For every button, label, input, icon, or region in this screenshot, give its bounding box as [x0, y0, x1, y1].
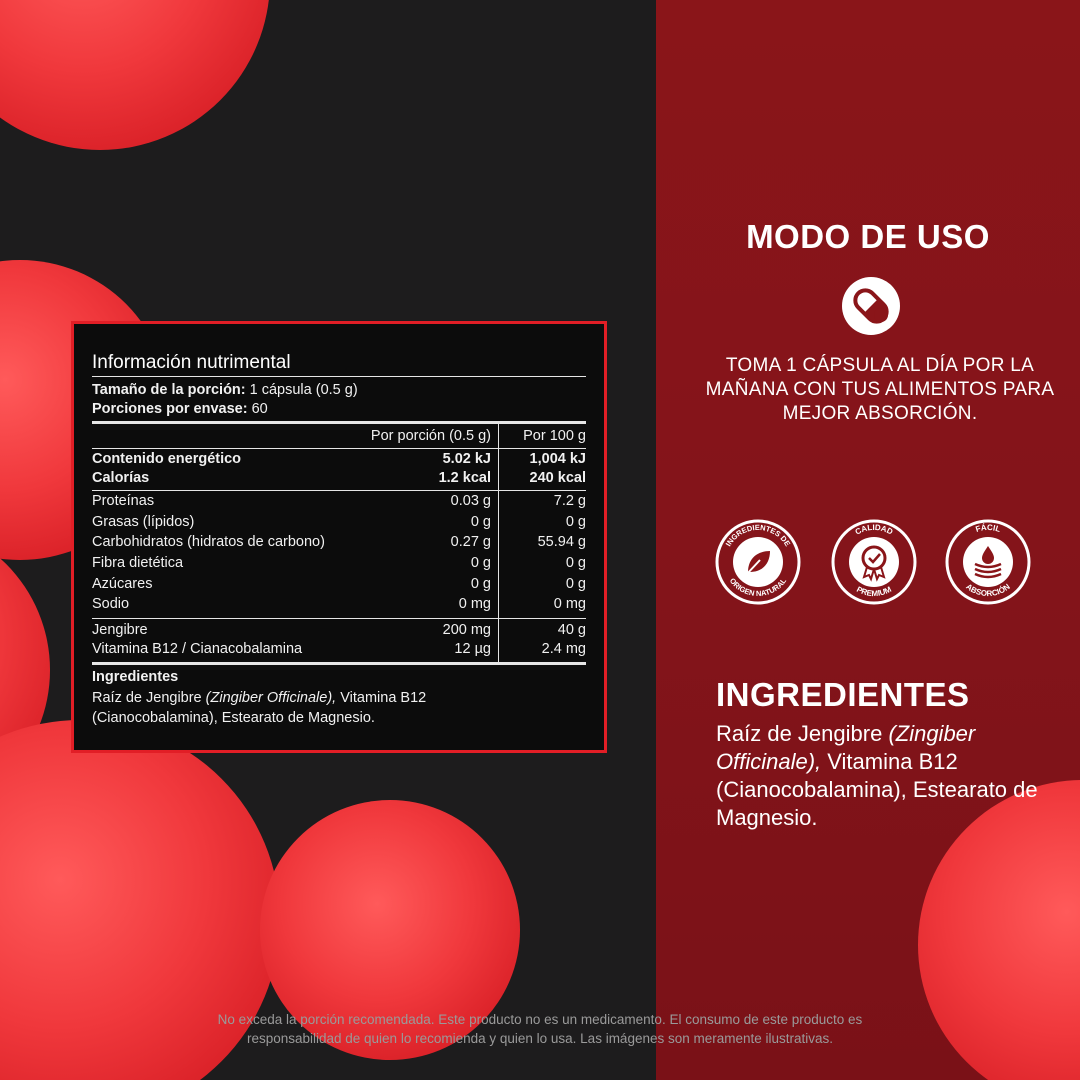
ingredients-scientific-name: (Zingiber Officinale), — [716, 721, 976, 774]
serving-size-label: Tamaño de la porción: — [92, 382, 246, 398]
nutrient-label: Grasas (lípidos) — [92, 514, 195, 530]
decorative-circle — [0, 0, 270, 150]
nutrition-facts-panel — [71, 321, 607, 753]
nutrient-per-serving: 12 µg — [454, 641, 491, 657]
nutrient-label: Jengibre — [92, 622, 148, 638]
disclaimer — [0, 1010, 1080, 1048]
nutrient-label: Fibra dietética — [92, 555, 184, 571]
nutrient-per-100g: 0 g — [565, 576, 586, 592]
nutrient-label: Contenido energético — [92, 451, 242, 467]
badge-easy-absorption — [944, 518, 1032, 606]
column-header-row — [92, 427, 586, 446]
pill-icon — [842, 277, 900, 335]
column-divider — [498, 421, 499, 662]
nutrient-per-serving: 0 g — [470, 514, 491, 530]
nutrient-per-100g: 55.94 g — [537, 534, 586, 550]
divider — [92, 448, 586, 449]
ingredients-text-part: (Cianocobalamina), Estearato de Magnesio. — [92, 710, 375, 726]
nutrient-row — [92, 595, 586, 614]
nutrient-per-serving: 0 mg — [458, 596, 491, 612]
modo-de-uso-title: MODO DE USO — [746, 218, 990, 255]
ingredients-label: Ingredientes — [92, 669, 179, 685]
nutrient-per-100g: 240 kcal — [529, 470, 586, 486]
nutrient-per-100g: 0 g — [565, 514, 586, 530]
nutrient-per-100g: 0 g — [565, 555, 586, 571]
nutrient-per-serving: 5.02 kJ — [442, 451, 491, 467]
nutrient-per-serving: 200 mg — [442, 622, 491, 638]
nutrient-per-serving: 0 g — [470, 576, 491, 592]
nutrient-label: Sodio — [92, 596, 130, 612]
nutrient-row — [92, 554, 586, 573]
divider — [92, 376, 586, 377]
nutrient-label: Carbohidratos (hidratos de carbono) — [92, 534, 325, 550]
modo-de-uso-text: TOMA 1 CÁPSULA AL DÍA POR LA MAÑANA CON TUS ALIMENTOS PARA MEJOR ABSORCIÓN. — [705, 355, 1055, 424]
col-per-serving: Por porción (0.5 g) — [370, 428, 491, 444]
nutrient-per-100g: 1,004 kJ — [529, 451, 586, 467]
divider — [92, 662, 586, 665]
nutrient-per-serving: 0.27 g — [450, 534, 491, 550]
nutrient-row — [92, 513, 586, 532]
badge-premium-quality — [830, 518, 918, 606]
nutrient-per-serving: 1.2 kcal — [438, 470, 491, 486]
badge-top-text: FÁCIL — [974, 522, 1002, 534]
divider — [92, 490, 586, 491]
ingredients-body-part: Vitamina B12 (Cianocobalamina), Estearato de Magnesio. — [716, 749, 1038, 830]
nutrient-row — [92, 469, 586, 488]
ingredients-text — [92, 688, 572, 728]
badge-natural-origin — [714, 518, 802, 606]
nutrient-row — [92, 640, 586, 659]
nutrient-per-100g: 40 g — [557, 622, 586, 638]
disclaimer-line: responsabilidad de quien lo recomienda y quien lo usa. Las imágenes son meramente ilustrativas. — [246, 1031, 834, 1046]
servings-row — [92, 400, 586, 419]
ingredients-body — [716, 720, 1046, 832]
nutrient-label: Vitamina B12 / Cianacobalamina — [92, 641, 303, 657]
nutrient-per-100g: 0 mg — [553, 596, 586, 612]
ingredients-title: INGREDIENTES — [716, 676, 970, 713]
nutrient-per-100g: 2.4 mg — [541, 641, 586, 657]
col-per-100g: Por 100 g — [523, 428, 586, 444]
serving-size-row — [92, 381, 586, 400]
badge-top-text: CALIDAD — [853, 522, 895, 537]
nutrient-per-100g: 7.2 g — [553, 493, 586, 509]
badge-bottom-text: ORIGEN NATURAL — [727, 576, 789, 599]
ingredients-text-part: Raíz de Jengibre — [92, 690, 206, 706]
ingredients-body-part: Raíz de Jengibre — [716, 721, 889, 746]
badge-top-text: INGREDIENTES DE — [723, 522, 793, 548]
nutrient-per-serving: 0.03 g — [450, 493, 491, 509]
svg-text:FÁCIL — [974, 523, 1001, 534]
servings-value: 60 — [251, 401, 268, 417]
nutrient-label: Proteínas — [92, 493, 155, 509]
ingredients-scientific-name: (Zingiber Officinale), — [205, 690, 337, 706]
divider — [92, 618, 586, 619]
nutrient-label: Calorías — [92, 470, 150, 486]
nutrition-title: Información nutrimental — [92, 352, 291, 373]
disclaimer-line: No exceda la porción recomendada. Este producto no es un medicamento. El consumo de este producto es — [217, 1012, 863, 1027]
nutrient-per-serving: 0 g — [470, 555, 491, 571]
nutrient-row — [92, 533, 586, 552]
divider — [92, 421, 586, 424]
nutrient-label: Azúcares — [92, 576, 153, 592]
serving-size-value: 1 cápsula (0.5 g) — [249, 382, 358, 398]
badge-bottom-text: PREMIUM — [855, 584, 893, 599]
nutrient-row — [92, 450, 586, 469]
badge-bottom-text: ABSORCIÓN — [964, 582, 1012, 599]
nutrient-row — [92, 492, 586, 511]
servings-label: Porciones por envase: — [92, 401, 248, 417]
nutrient-row — [92, 575, 586, 594]
ingredients-text-part: Vitamina B12 — [336, 690, 427, 706]
nutrient-row — [92, 621, 586, 640]
